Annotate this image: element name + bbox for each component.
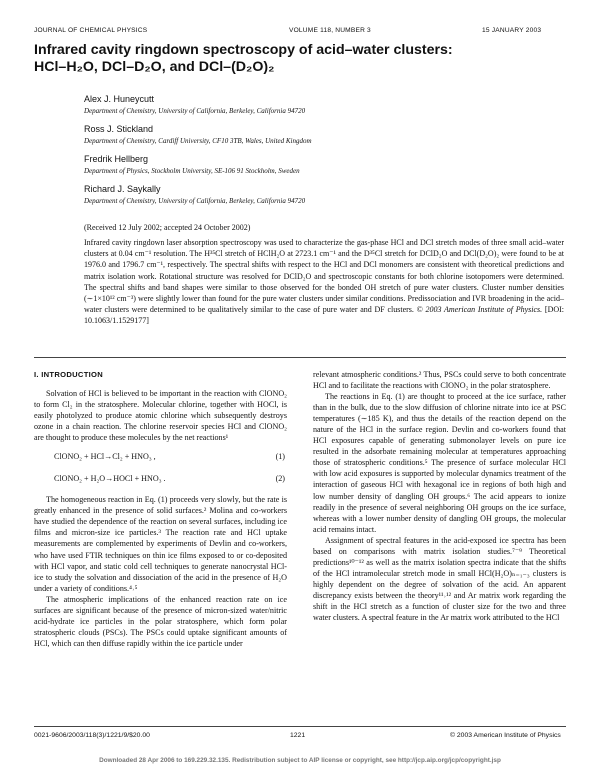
abstract-divider <box>34 357 566 358</box>
received-dates: (Received 12 July 2002; accepted 24 October 2002) <box>84 223 251 232</box>
author-affiliation: Department of Chemistry, University of California, Berkeley, California 94720 <box>84 107 306 115</box>
paragraph: Solvation of HCl is believed to be important in the reaction with ClONO₂ to form Cl₂ in the stratosphere. Molecular chlorine, together with HOCl, is easily photolyzed to produce atomic chlorine which subsequently destroys ozone in a chain reaction. The chlorine reservoir species HCl and ClONO₂ are thought to produce these molecules by the net reactions¹ <box>34 389 287 443</box>
page-number: 1221 <box>290 732 306 739</box>
left-column <box>34 369 287 649</box>
author-name: Richard J. Saykally <box>84 184 161 194</box>
abstract <box>84 237 564 327</box>
article-title <box>34 42 574 76</box>
doi: [DOI: 10.1063/1.1529177] <box>84 305 565 326</box>
paragraph: The homogeneous reaction in Eq. (1) proceeds very slowly, but the rate is greatly enhanced in the presence of solid surfaces.² Molina and co-workers have studied the dependence of the reaction on several surfaces, including ice films and micron-size ice particles.³ The reaction rate and HCl uptake measurements are complemented by experiments of Devlin and co-workers, who have used FTIR techniques on thin ice films exposed to or co-deposited with HCl vapor, and static cold cell techniques to generate nanocrystal HCl-ice to study the solvation and dissociation of the acid in the presence of H₂O under a variety of conditions.⁴˒⁵ <box>34 495 287 593</box>
abstract-copyright: © 2003 American Institute of Physics. <box>416 305 543 315</box>
paragraph: Assignment of spectral features in the acid-exposed ice spectra has been based on comparisons with matrix isolation studies.⁷⁻⁹ Theoretical predictions¹⁰⁻¹² as well as the matrix isolation spectra indicate that the shifts of the HCl intramolecular stretch mode in small HCl(H₂O)ₙ₌₁₋₃ clusters is highly dependent on the degree of solvation of the acid. An apparent discrepancy exists between the theory¹¹˒¹² and Ar matrix work regarding the shift in the HCl stretch as a function of cluster size for the two and three water clusters. A spectral feature in the Ar matrix work attributed to the HCl <box>313 535 566 623</box>
right-column <box>313 369 566 623</box>
section-heading: I. INTRODUCTION <box>34 370 104 379</box>
abstract-text: Infrared cavity ringdown laser absorption spectroscopy was used to characterize the gas-phase HCl and DCl stretch modes of three small acid–water clusters at 0.04 cm⁻¹ resolution. The H³⁵Cl stretch of HClH₂O at 2723.1 cm⁻¹ and the D³⁵Cl stretch for DClD₂O and DCl(D₂O)₂ were found to be at 1976.0 and 1796.7 cm⁻¹, respectively. The spectral shifts with respect to the HCl and DCl monomers are consistent with theoretical predictions and matrix isolation work. Rotational structure was resolved for DClD₂O and spectroscopic constants for both chlorine isotopomers were determined. The spectral shifts and band shapes were similar to those observed for the bonded OH stretch of pure water clusters. Cluster number densities (∼1×10¹² cm⁻³) were slightly lower than found for the pure water clusters under similar conditions. Predissociation and IVR broadening in the acid–water clusters were determined to be qualitatively similar to the case of pure water and DF clusters. <box>84 238 564 315</box>
equation-1 <box>34 446 287 468</box>
equation-number: (1) <box>275 452 285 462</box>
journal-name: JOURNAL OF CHEMICAL PHYSICS <box>34 27 148 34</box>
paragraph: relevant atmospheric conditions.² Thus, PSCs could serve to both concentrate HCl and to facilitate the reactions with ClONO₂ in the polar stratosphere. <box>313 370 566 391</box>
title-line-1: Infrared cavity ringdown spectroscopy of acid–water clusters: <box>34 42 453 58</box>
author-name: Alex J. Huneycutt <box>84 94 155 104</box>
author-affiliation: Department of Chemistry, University of California, Berkeley, California 94720 <box>84 197 306 205</box>
author-affiliation: Department of Chemistry, Cardiff University, CF10 3TB, Wales, United Kingdom <box>84 137 312 145</box>
footer-divider <box>34 726 566 727</box>
paragraph: The atmospheric implications of the enhanced reaction rate on ice surfaces are significant because of the presence of micron-sized water/nitric acid-hydrate ice particles in the polar stratosphere, which form polar stratospheric clouds (PSCs). The PSCs could uptake significant amounts of HCl, which can then diffuse rapidly within the ice particle under <box>34 594 287 648</box>
footer-copyright: © 2003 American Institute of Physics <box>450 732 561 739</box>
equation-2 <box>34 468 287 490</box>
download-notice: Downloaded 28 Apr 2006 to 169.229.32.135. Redistribution subject to AIP license or copyright, see http://jcp.aip.org/jcp/copyright.jsp <box>99 757 501 764</box>
issue-date: 15 JANUARY 2003 <box>482 27 542 34</box>
equation-number: (2) <box>275 474 285 484</box>
author-name: Ross J. Stickland <box>84 124 154 134</box>
footer-code: 0021-9606/2003/118(3)/1221/9/$20.00 <box>34 732 150 739</box>
equation-body: ClONO₂ + H₂O→HOCl + HNO₃ . <box>54 474 166 484</box>
equation-body: ClONO₂ + HCl→Cl₂ + HNO₃ , <box>54 452 156 462</box>
title-line-2: HCl–H₂O, DCl–D₂O, and DCl–(D₂O)₂ <box>34 59 275 75</box>
paragraph: The reactions in Eq. (1) are thought to proceed at the ice surface, rather than in the bulk, due to the slow diffusion of chlorine nitrate into ice at PSC temperatures (∼185 K), and thus the details of the reaction depend on the nature of the HCl in the surface region. Devlin and co-workers found that HCl exposures capable of generating submonolayer levels on pure ice resulted in the adsorbate remaining molecular at temperatures approaching those of stratospheric conditions.⁵ The presence of surface molecular HCl with low acid exposures is supported by molecular dynamics treatment of the interaction of gaseous HCl with hexagonal ice in regions of both high and low number density of dangling OH groups.⁶ The acid appears to ionize readily in the presence of several neighboring OH groups on the ice surface, whereas with a lower number density of dangling OH groups, the molecular acid remains intact. <box>313 392 566 534</box>
volume-number: VOLUME 118, NUMBER 3 <box>289 27 371 34</box>
author-affiliation: Department of Physics, Stockholm University, SE-106 91 Stockholm, Sweden <box>84 167 300 175</box>
author-name: Fredrik Hellberg <box>84 154 149 164</box>
